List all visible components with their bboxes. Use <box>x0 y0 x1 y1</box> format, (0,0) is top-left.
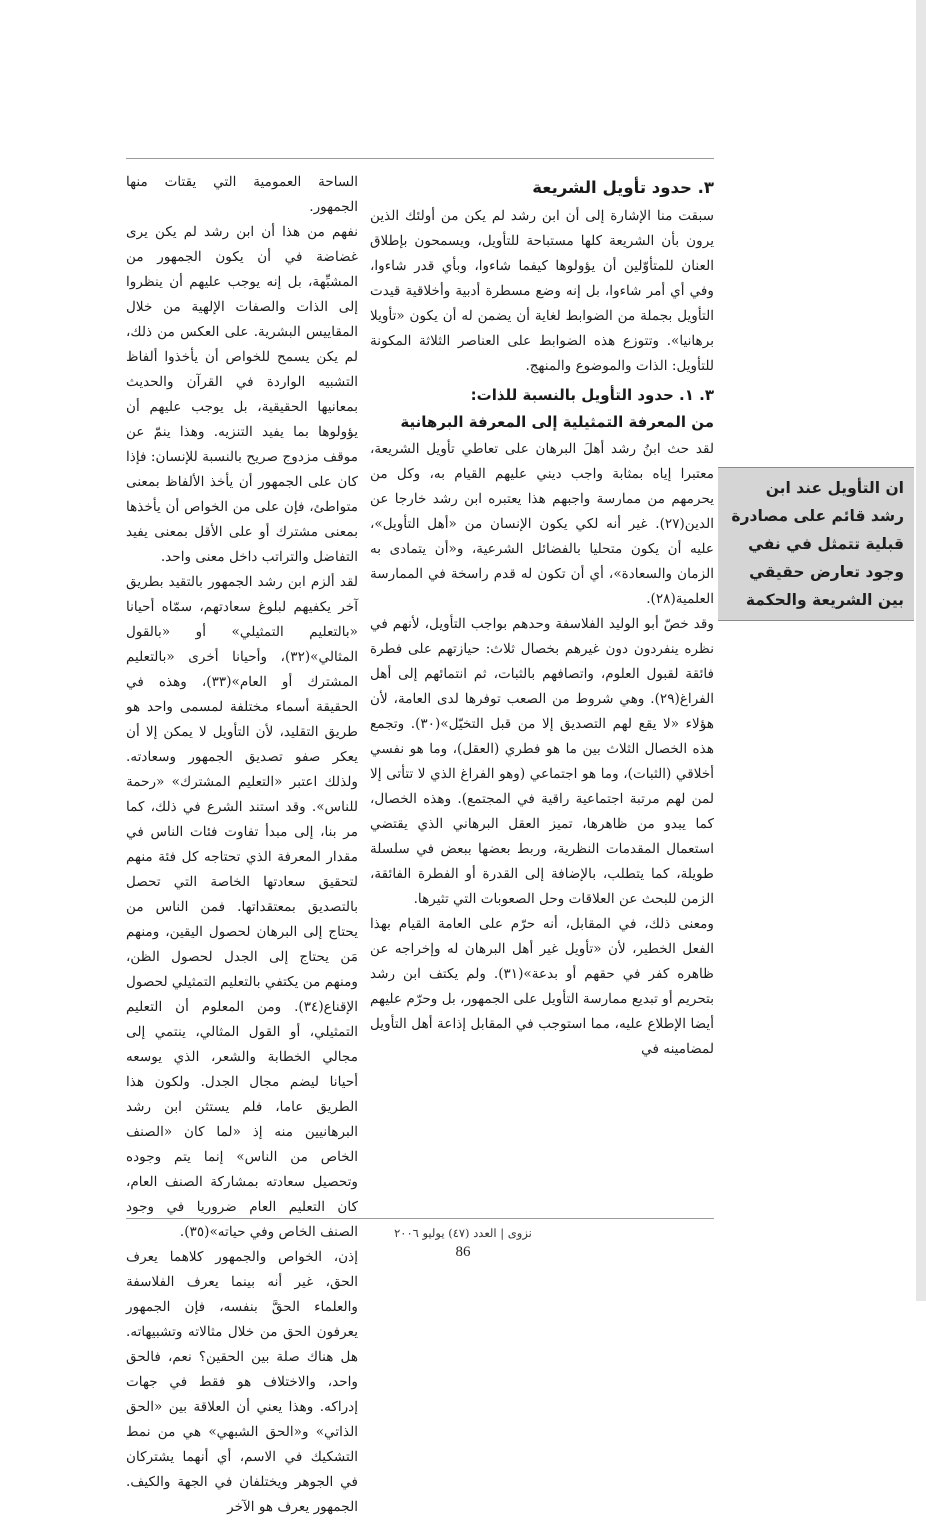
subsection-heading-line1: ٣. ١. حدود التأويل بالنسبة للذات: <box>470 386 714 404</box>
pull-quote-box: ان التأويل عند ابن رشد قائم على مصادرة قبلية تتمثل في نفي وجود تعارض حقيقي بين الشريعة والحكمة <box>718 467 914 621</box>
scan-edge-shadow <box>916 0 926 1301</box>
body-paragraph: إذن، الخواص والجمهور كلاهما يعرف الحق، غير أنه بينما يعرف الفلاسفة والعلماء الحقَّ بنفسه، فإن الجمهور يعرفون الحق من خلال مثالاته وتشبيهاته. هل هناك صلة بين الحقين؟ نعم، فالحق واحد، والاختلاف هو فقط في جهات إدراكه. وهذا يعني أن العلاقة بين «الحق الذاتي» و«الحق الشبهي» هي من نمط التشكيك في الاسم، أي أنهما يشتركان في الجوهر ويختلفان في الجهة والكيف. الجمهور يعرف هو الآخر <box>126 1249 358 1515</box>
body-paragraph: الساحة العمومية التي يقتات منها الجمهور. <box>126 174 358 215</box>
section-heading: ٣. حدود تأويل الشريعة <box>532 178 714 197</box>
right-text-column <box>370 170 714 1062</box>
subsection-heading-line2: من المعرفة التمثيلية إلى المعرفة البرهانية <box>400 413 714 431</box>
body-paragraph: لقد حث ابنُ رشد أهلَ البرهان على تعاطي تأويل الشريعة، معتبرا إياه بمثابة واجب ديني عليهم القيام به، وكل من يحرمهم من ممارسة واجبهم هذا يعتبره ابن رشد خارجا عن الدين(٢٧). غير أنه لكي يكون الإنسان من «أهل التأويل»، عليه أن يكون متحليا بالفضائل الشرعية، و«أن يتمادى به الزمان والسعادة»، أي أن تكون له قدم راسخة في الممارسة العلمية(٢٨). <box>370 441 714 607</box>
top-divider <box>126 158 714 159</box>
body-paragraph: وقد خصّ أبو الوليد الفلاسفة وحدهم بواجب التأويل، لأنهم في نظره ينفردون دون غيرهم بخصال ثلاث: حيازتهم على فطرة فائقة لقبول العلوم، واتصافهم بالثبات، ثم انتمائهم إلى أهل الفراغ(٢٩). وهي شروط من الصعب توفرها لدى العامة، لأن هؤلاء «لا يقع لهم التصديق إلا من قبل التخيّل»(٣٠). وتجمع هذه الخصال الثلاث بين ما هو فطري (العقل)، وما هو نفسي أخلاقي (الثبات)، وما هو اجتماعي (وهو الفراغ الذي لا تتأتى إلا لمن لهم مرتبة اجتماعية راقية في المجتمع). وهذه الخصال، كما يبدو من ظاهرها، تميز العقل البرهاني الذي يقتضي استعمال المقدمات النظرية، وربط بعضها ببعض في سلسلة طويلة، كما يتطلب، بالإضافة إلى القدرة أو الفطرة الفائقة، الزمن للبحث عن العلاقات وحل الصعوبات التي تثيرها. <box>370 616 714 907</box>
bottom-divider <box>126 1218 714 1219</box>
intro-paragraph: سبقت منا الإشارة إلى أن ابن رشد لم يكن من أولئك الذين يرون بأن الشريعة كلها مستباحة للتأويل، ويسمحون بإطلاق العنان للمتأوّلين أن يؤولوها كيفما شاءوا، وبأي قدر شاءوا، وفي أي أمر شاءوا، بل إنه وضع مسطرة أدبية وأخلاقية قيدت التأويل بجملة من الضوابط لغاية أن يضمن له أن يكون «تأويلا برهانيا». وتتوزع هذه الضوابط على العناصر الثلاثة المكونة للتأويل: الذات والموضوع والمنهج. <box>370 208 714 374</box>
left-text-column <box>126 170 358 1520</box>
body-paragraph: ومعنى ذلك، في المقابل، أنه حرّم على العامة القيام بهذا الفعل الخطير، لأن «تأويل غير أهل البرهان له وإخراجه عن ظاهره كفر في حقهم أو بدعة»(٣١). ولم يكتف ابن رشد بتحريم أو تبديع ممارسة التأويل على الجمهور، بل وحرّم عليهم أيضا الإطلاع عليه، مما استوجب في المقابل إذاعة أهل التأويل لمضامينه في <box>370 916 714 1057</box>
issue-info: نزوى | العدد (٤٧) يوليو ٢٠٠٦ <box>394 1226 532 1240</box>
page-number: 86 <box>455 1244 471 1260</box>
body-paragraph: نفهم من هذا أن ابن رشد لم يكن يرى غضاضة في أن يكون الجمهور من المشبِّهة، بل إنه يوجب عليهم أن ينظروا إلى الذات والصفات الإلهية من خلال المقاييس البشرية. على العكس من ذلك، لم يكن يسمح للخواص أن يأخذوا ألفاظ التشبيه الواردة في القرآن والحديث بمعانيها الحقيقية، بل يوجب عليهم أن يؤولوها بما يفيد التنزيه. وهذا ينمّ عن موقف مزدوج صريح بالنسبة للإنسان: فإذا كان على الجمهور أن يأخذ الألفاظ بمعنى متواطئ، فإن على من الخواص أن يأخذها بمعنى مشترك أو على الأقل بمعنى يفيد التفاضل والتراتب داخل معنى واحد. <box>126 224 358 565</box>
body-paragraph: لقد ألزم ابن رشد الجمهور بالتقيد بطريق آخر يكفيهم لبلوغ سعادتهم، سمّاه أحيانا «بالتعليم التمثيلي» أو «بالقول المثالي»(٣٢)، وأحيانا أخرى «بالتعليم المشترك أو العام»(٣٣)، وهذه في الحقيقة أسماء مختلفة لمسمى واحد هو طريق التقليد، لأن التأويل لا يمكن إلا أن يعكر صفو تصديق الجمهور وسعادته. ولذلك اعتبر «التعليم المشترك» «رحمة للناس». وقد استند الشرع في ذلك، كما مر بنا، إلى مبدأ تفاوت فئات الناس في مقدار المعرفة الذي تحتاجه كل فئة منهم لتحقيق سعادتها الخاصة التي تحصل بالتصديق بمعتقداتها. فمن الناس من يحتاج إلى البرهان لحصول اليقين، ومنهم مَن يحتاج إلى الجدل لحصول الظن، ومنهم من يكتفي بالتعليم التمثيلي لحصول الإقناع(٣٤). ومن المعلوم أن التعليم التمثيلي، أو القول المثالي، ينتمي إلى مجالي الخطابة والشعر، الذي يوسعه أحيانا ليضم مجال الجدل. ولكون هذا الطريق عاما، فلم يستثن ابن رشد البرهانيين منه إذ «لما كان «الصنف الخاص من الناس» إنما يتم وجوده وتحصيل سعادته بمشاركة الصنف العام، كان التعليم العام ضروريا في وجود الصنف الخاص وفي حياته»(٣٥). <box>126 574 358 1240</box>
